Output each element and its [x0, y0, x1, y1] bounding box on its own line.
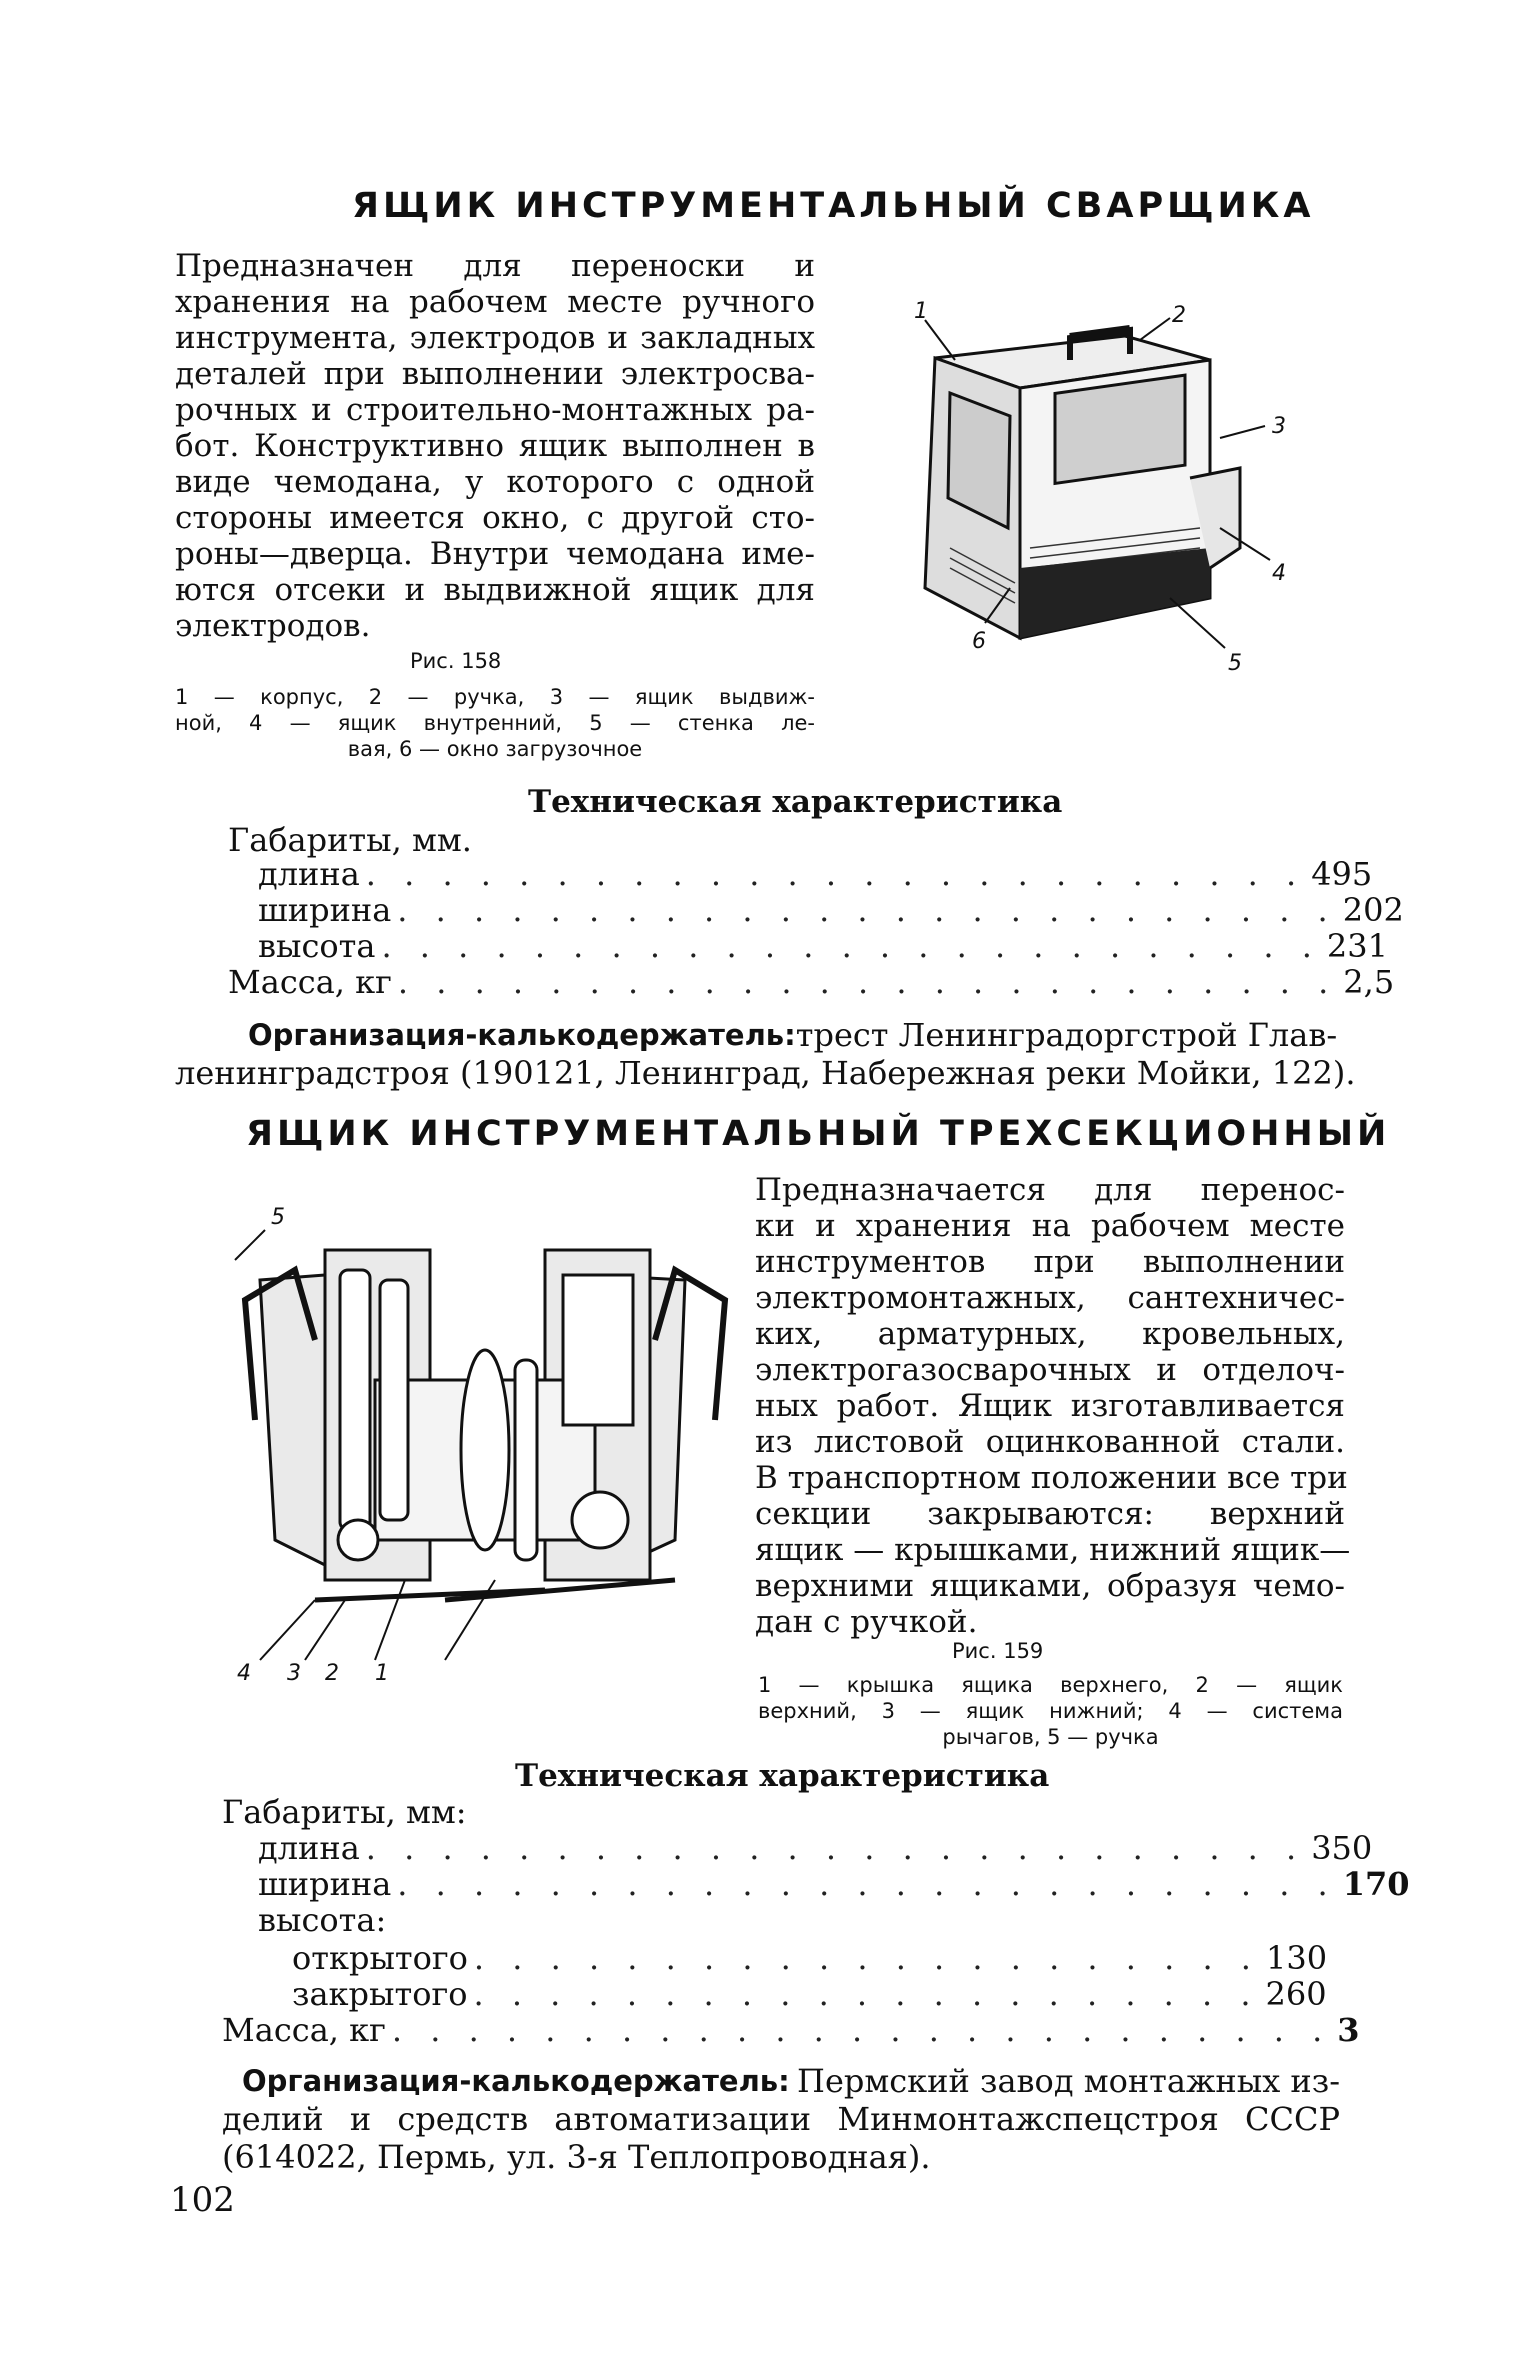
fig159-callout-1: 1: [375, 1661, 389, 1686]
section2-text_lines-line: верхними ящиками, образуя чемо-: [755, 1568, 1345, 1604]
section1-text_lines-line: инструмента, электродов и закладных: [175, 320, 815, 356]
section1-text_lines-line: ются отсеки и выдвижной ящик для: [175, 572, 815, 608]
section1-spec-row-height: высота . . . . . . . . . . . . . . . . . . . . . . . . . 231: [258, 927, 1388, 965]
figure-158-welder-case: [880, 298, 1310, 688]
section1-text_lines-line: хранения на рабочем месте ручного: [175, 284, 815, 320]
section1-spec-header: Габариты, мм.: [228, 821, 472, 859]
fig158-callout-5: 5: [1228, 651, 1242, 676]
section1-text_lines-line: стороны имеется окно, с другой сто-: [175, 500, 815, 536]
section2-spec-row-mass: Масса, кг . . . . . . . . . . . . . . . . . . . . . . . . . 3: [222, 2011, 1360, 2049]
section1-text_lines-line: электродов.: [175, 608, 371, 644]
section2-text_lines-line: из листовой оцинкованной стали.: [755, 1424, 1345, 1460]
section1-spec-title: Техническая характеристика: [528, 784, 1063, 820]
section1-spec-row-mass: Масса, кг . . . . . . . . . . . . . . . . . . . . . . . . . 2,5: [228, 963, 1395, 1001]
section2-description: [755, 1172, 1351, 1640]
section2-spec-header: Габариты, мм:: [222, 1793, 467, 1831]
section1-text_lines-line: виде чемодана, у которого с одной: [175, 464, 815, 500]
fig159-callout-2: 2: [325, 1661, 339, 1686]
section2-spec-title: Техническая характеристика: [515, 1758, 1050, 1794]
caption-line: 1 — корпус, 2 — ручка, 3 — ящик выдвиж-: [175, 685, 815, 709]
section1-text_lines-line: бот. Конструктивно ящик выполнен в: [175, 428, 815, 464]
fig158-caption: [175, 684, 815, 762]
section1-text_lines-line: рочных и строительно-монтажных ра-: [175, 392, 815, 428]
section2-text_lines-line: инструментов при выполнении: [755, 1244, 1345, 1280]
page-number: 102: [170, 2180, 235, 2220]
fig159-callout-5: 5: [271, 1205, 285, 1230]
fig158-callout-1: 1: [914, 299, 928, 324]
figure-159-three-section-box: [215, 1180, 755, 1690]
caption-line: рычагов, 5 — ручка: [942, 1725, 1159, 1749]
section2-organization: Организация-калькодержатель: Пермский завод монтажных из- делий и средств автоматизации Минмонтажспецстроя СССР (614022, Пермь, ул. 3-я Теплопроводная).: [222, 2062, 1340, 2176]
caption-line: 1 — крышка ящика верхнего, 2 — ящик: [758, 1673, 1343, 1697]
fig159-callout-3: 3: [287, 1661, 301, 1686]
section2-text_lines-line: электрогазосварочных и отделоч-: [755, 1352, 1345, 1388]
fig159-callout-4: 4: [237, 1661, 251, 1686]
section2-text_lines-line: секции закрываются: верхний: [755, 1496, 1345, 1532]
section2-spec-row-length: длина . . . . . . . . . . . . . . . . . . . . . . . . . 350: [258, 1829, 1373, 1867]
section2-text_lines-line: ных работ. Ящик изготавливается: [755, 1388, 1345, 1424]
caption-line: верхний, 3 — ящик нижний; 4 — система: [758, 1699, 1343, 1723]
section1-text_lines-line: роны—дверца. Внутри чемодана име-: [175, 536, 815, 572]
section1-text_lines-line: Предназначен для переноски и: [175, 248, 815, 284]
section2-title: ЯЩИК ИНСТРУМЕНТАЛЬНЫЙ ТРЕХСЕКЦИОННЫЙ: [246, 1114, 1391, 1154]
org-line: делий и средств автоматизации Минмонтажспецстроя СССР: [222, 2100, 1340, 2138]
section2-text_lines-line: ки и хранения на рабочем месте: [755, 1208, 1345, 1244]
fig159-label: Рис. 159: [952, 1639, 1044, 1663]
fig158-callout-2: 2: [1172, 303, 1186, 328]
section1-organization: Организация-калькодержатель: трест Ленинградоргстрой Глав- ленинградстроя (190121, Ленинград, Набережная реки Мойки, 122).: [175, 1016, 1356, 1092]
section2-spec-row-width: ширина . . . . . . . . . . . . . . . . . . . . . . . . . 170: [258, 1865, 1410, 1903]
section2-spec-row-open: открытого . . . . . . . . . . . . . . . . . . . . . 130: [292, 1939, 1328, 1977]
section1-spec-row-length: длина . . . . . . . . . . . . . . . . . . . . . . . . . 495: [258, 855, 1373, 893]
fig159-caption: [758, 1672, 1343, 1750]
section2-text_lines-line: ящик — крышками, нижний ящик—: [755, 1532, 1351, 1568]
section2-spec-row-closed: закрытого . . . . . . . . . . . . . . . . . . . . . 260: [292, 1975, 1327, 2013]
section2-text_lines-line: ких, арматурных, кровельных,: [755, 1316, 1345, 1352]
section1-spec-row-width: ширина . . . . . . . . . . . . . . . . . . . . . . . . . 202: [258, 891, 1404, 929]
section2-text_lines-line: дан с ручкой.: [755, 1604, 978, 1640]
section1-text_lines-line: деталей при выполнении электросва-: [175, 356, 815, 392]
fig158-callout-6: 6: [972, 629, 986, 654]
fig158-callout-4: 4: [1272, 561, 1286, 586]
fig158-callout-3: 3: [1272, 414, 1286, 439]
section2-text_lines-line: электромонтажных, сантехничес-: [755, 1280, 1345, 1316]
section2-text_lines-line: В транспортном положении все три: [755, 1460, 1348, 1496]
section2-text_lines-line: Предназначается для перенос-: [755, 1172, 1345, 1208]
fig158-label: Рис. 158: [410, 649, 502, 673]
section2-spec-subheader: высота:: [258, 1901, 387, 1939]
caption-line: ной, 4 — ящик внутренний, 5 — стенка ле-: [175, 711, 815, 735]
caption-line: вая, 6 — окно загрузочное: [347, 737, 643, 761]
section1-title: ЯЩИК ИНСТРУМЕНТАЛЬНЫЙ СВАРЩИКА: [352, 186, 1315, 226]
section1-description: [175, 248, 815, 644]
